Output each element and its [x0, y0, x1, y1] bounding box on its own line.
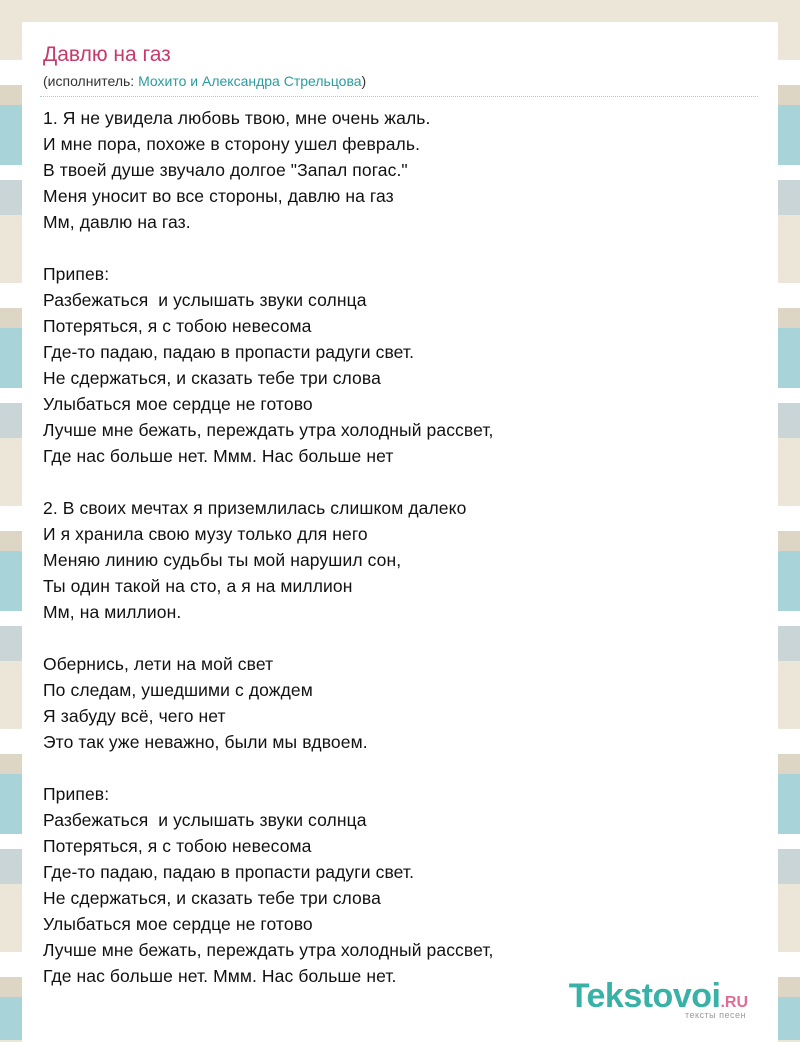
artist-prefix: (исполнитель: — [43, 73, 139, 89]
lyric-line: Мм, давлю на газ. — [43, 212, 191, 232]
chorus-1 — [43, 261, 763, 469]
song-title: Давлю на газ — [43, 43, 171, 66]
stanza-gap — [43, 235, 763, 261]
lyric-line: Разбежаться и услышать звуки солнца — [43, 810, 367, 830]
lyric-line: Припев: — [43, 784, 110, 804]
lyric-line: Не сдержаться, и сказать тебе три слова — [43, 368, 381, 388]
stanza-gap — [43, 625, 763, 651]
lyric-line: По следам, ушедшими с дождем — [43, 680, 313, 700]
lyric-line: Где нас больше нет. Ммм. Нас больше нет — [43, 446, 394, 466]
lyric-line: И я хранила свою музу только для него — [43, 524, 368, 544]
lyric-line: Мм, на миллион. — [43, 602, 182, 622]
stanza-gap — [43, 755, 763, 781]
lyric-line: Меня уносит во все стороны, давлю на газ — [43, 186, 394, 206]
artist-suffix: ) — [361, 73, 367, 89]
lyric-line: Не сдержаться, и сказать тебе три слова — [43, 888, 381, 908]
logo-domain: .RU — [720, 994, 748, 1011]
lyric-line: Я забуду всё, чего нет — [43, 706, 226, 726]
artist-line — [43, 73, 366, 89]
lyrics-card — [22, 22, 778, 1042]
lyric-line: Улыбаться мое сердце не готово — [43, 914, 313, 934]
lyrics-text — [43, 105, 763, 989]
lyric-line: 1. Я не увидела любовь твою, мне очень жаль. — [43, 108, 431, 128]
stanza-gap — [43, 469, 763, 495]
bridge — [43, 651, 763, 755]
lyric-line: Лучше мне бежать, переждать утра холодный рассвет, — [43, 420, 494, 440]
verse-2 — [43, 495, 763, 625]
lyric-line: Лучше мне бежать, переждать утра холодный рассвет, — [43, 940, 494, 960]
lyric-line: Припев: — [43, 264, 110, 284]
verse-1 — [43, 105, 763, 235]
lyric-line: Обернись, лети на мой свет — [43, 654, 274, 674]
logo-tagline: тексты песен — [684, 1010, 746, 1020]
lyric-line: Где-то падаю, падаю в пропасти радуги свет. — [43, 342, 415, 362]
lyric-line: Где нас больше нет. Ммм. Нас больше нет. — [43, 966, 397, 986]
lyric-line: Это так уже неважно, были мы вдвоем. — [43, 732, 368, 752]
chorus-2 — [43, 781, 763, 989]
lyric-line: Меняю линию судьбы ты мой нарушил сон, — [43, 550, 402, 570]
lyric-line: В твоей душе звучало долгое "Запал погас." — [43, 160, 408, 180]
lyric-line: Потеряться, я с тобою невесома — [43, 316, 312, 336]
lyric-line: И мне пора, похоже в сторону ушел февраль. — [43, 134, 421, 154]
logo-name: Tekstovoi — [568, 977, 721, 1015]
title-divider — [40, 96, 758, 97]
lyric-line: Разбежаться и услышать звуки солнца — [43, 290, 367, 310]
site-logo[interactable] — [569, 977, 748, 1020]
lyric-line: 2. В своих мечтах я приземлилась слишком далеко — [43, 498, 467, 518]
artist-link[interactable]: Мохито и Александра Стрельцова — [138, 73, 362, 89]
lyric-line: Потеряться, я с тобою невесома — [43, 836, 312, 856]
lyric-line: Ты один такой на сто, а я на миллион — [43, 576, 353, 596]
lyric-line: Улыбаться мое сердце не готово — [43, 394, 313, 414]
lyric-line: Где-то падаю, падаю в пропасти радуги свет. — [43, 862, 415, 882]
